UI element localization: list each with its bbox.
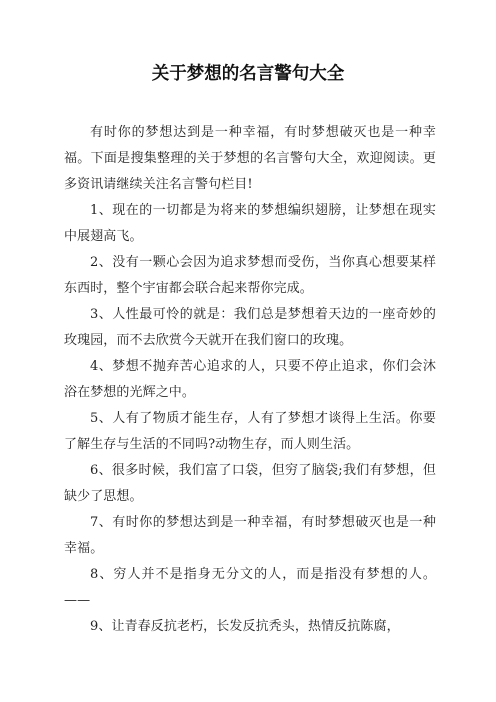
quote-paragraph-8: 8、穷人并不是指身无分文的人，而是指没有梦想的人。—— (64, 567, 436, 608)
intro-paragraph: 有时你的梦想达到是一种幸福，有时梦想破灭也是一种幸福。下面是搜集整理的关于梦想的名言警句大全，欢迎阅读。更多资讯请继续关注名言警句栏目! (64, 125, 436, 192)
quote-paragraph-3: 3、人性最可怜的就是：我们总是梦想着天边的一座奇妙的玫瑰园，而不去欣赏今天就开在我们窗口的玫瑰。 (64, 307, 436, 348)
document-body (64, 120, 436, 640)
quote-paragraph-7: 7、有时你的梦想达到是一种幸福，有时梦想破灭也是一种幸福。 (64, 515, 436, 556)
quote-paragraph-4: 4、梦想不抛弃苦心追求的人，只要不停止追求，你们会沐浴在梦想的光辉之中。 (64, 359, 436, 400)
quote-paragraph-5: 5、人有了物质才能生存，人有了梦想才谈得上生活。你要了解生存与生活的不同吗?动物生存，而人则生活。 (64, 411, 436, 452)
quote-paragraph-2: 2、没有一颗心会因为追求梦想而受伤，当你真心想要某样东西时，整个宇宙都会联合起来帮你完成。 (64, 255, 436, 296)
quote-paragraph-1: 1、现在的一切都是为将来的梦想编织翅膀，让梦想在现实中展翅高飞。 (64, 203, 436, 244)
quote-paragraph-6: 6、很多时候，我们富了口袋，但穷了脑袋;我们有梦想，但缺少了思想。 (64, 463, 436, 504)
document-title: 关于梦想的名言警句大全 (151, 64, 345, 84)
quote-paragraph-9: 9、让青春反抗老朽，长发反抗秃头，热情反抗陈腐， (90, 619, 400, 634)
